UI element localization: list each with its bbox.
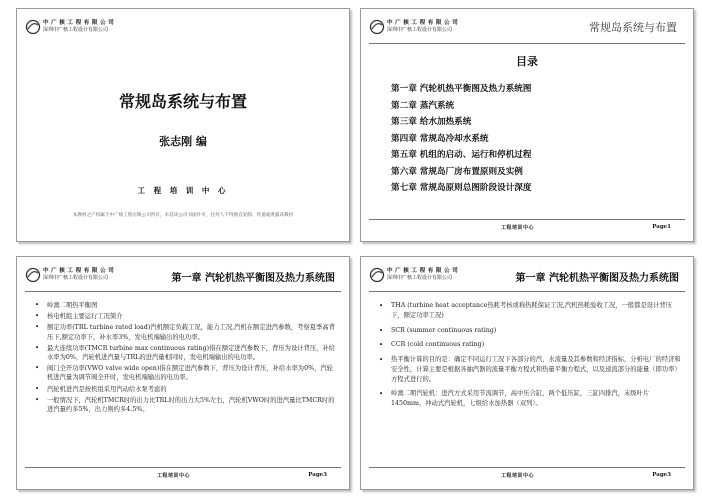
logo-subsidiary-name: 深圳中广核工程设计有限公司 xyxy=(43,275,109,281)
footer-divider xyxy=(369,219,685,220)
logo-subsidiary-name: 深圳中广核工程设计有限公司 xyxy=(387,275,453,281)
cgn-logo-icon xyxy=(25,267,41,283)
company-logo xyxy=(25,265,155,287)
header-divider xyxy=(25,291,341,292)
header-divider xyxy=(369,291,685,292)
logo-subsidiary-name: 深圳中广核工程设计有限公司 xyxy=(43,27,109,33)
slide-chapter1-b[interactable] xyxy=(360,256,694,490)
bullet-list xyxy=(379,301,681,414)
bullet-list xyxy=(35,301,337,416)
page-number: Page3 xyxy=(652,472,671,478)
company-logo xyxy=(369,17,499,39)
toc-list xyxy=(391,81,532,197)
header-title: 常规岛系统与布置 xyxy=(589,21,677,34)
cgn-logo-icon xyxy=(369,19,385,35)
logo-company-name: 中 广 核 工 程 有 限 公 司 xyxy=(43,268,115,274)
page-number: Page3 xyxy=(308,472,327,478)
bullet-item: • 岭澳二期热平衡图 xyxy=(35,301,337,310)
training-center: 工 程 培 训 中 心 xyxy=(137,186,229,195)
cgn-logo-icon xyxy=(369,267,385,283)
bullet-item: • THA (turbine heat acceptance热耗考核或称热耗保证工况,汽机热耗验收工况，一般都是设计背压下，额定功率工况) xyxy=(379,301,681,321)
toc-title: 目录 xyxy=(516,55,538,68)
author: 张志刚 编 xyxy=(159,135,207,148)
bullet-item: • 汽轮机进汽是按机组采用汽动给水泵考虑的 xyxy=(35,385,337,394)
footer-org: 工程培训中心 xyxy=(501,225,535,231)
presentation-title: 常规岛系统与布置 xyxy=(118,92,247,111)
copyright-disclaimer: 本教材之产权属于中广核工程有限公司所有，未获该公司书面许可，任何人不得擅自复制、传递或泄露该教材 xyxy=(72,213,294,218)
toc-item[interactable]: 第七章 常规岛原则总图阶段设计深度 xyxy=(391,183,532,193)
toc-item[interactable]: 第三章 给水加热系统 xyxy=(391,117,472,127)
slide-title[interactable] xyxy=(16,8,350,242)
cgn-logo-icon xyxy=(25,19,41,35)
company-logo xyxy=(369,265,499,287)
toc-item[interactable]: 第二章 蒸汽系统 xyxy=(391,100,455,111)
footer-divider xyxy=(369,467,685,468)
bullet-item: • 热平衡计算的目的是：确定不同运行工况下各部分的汽、水流量及其参数和经济指标，分析电厂的经济和安全性，计算主要是根据各抽汽器的流量平衡方程式和热量平衡方程式，以及递流部分的能量（即功率）方程式进行的。 xyxy=(379,355,681,385)
header-divider xyxy=(369,43,685,44)
slide-toc[interactable] xyxy=(360,8,694,242)
bullet-item: • 核电机组主要运行工况简介 xyxy=(35,312,337,321)
bullet-item: • 岭澳二期汽轮机：进汽方式采用节流调节，高中压合缸，两个低压缸，三缸四排汽，末级叶片1450mm，冲动式汽轮机，七级给水加热器（双列）。 xyxy=(379,389,681,409)
bullet-item: • 一般情况下，汽轮机TMCR时的出力比TRL时的出力大5%左右，汽轮机VWO时的进汽量比TMCR时的进汽量约多5%，出力则约多4.5%。 xyxy=(35,396,337,414)
chapter-title: 第一章 汽轮机热平衡图及热力系统图 xyxy=(171,273,335,284)
logo-company-name: 中 广 核 工 程 有 限 公 司 xyxy=(43,20,115,26)
toc-item[interactable]: 第一章 汽轮机热平衡图及热力系统图 xyxy=(391,84,532,94)
footer-org: 工程培训中心 xyxy=(501,473,535,479)
logo-company-name: 中 广 核 工 程 有 限 公 司 xyxy=(387,268,459,274)
page-number: Page1 xyxy=(652,224,671,230)
logo-subsidiary-name: 深圳中广核工程设计有限公司 xyxy=(387,27,453,33)
footer-divider xyxy=(25,467,341,468)
toc-item[interactable]: 第六章 常规岛厂房布置原则及实例 xyxy=(391,166,523,177)
bullet-item: • 阀门全开功率(VWO valve wide open)指在额定进汽参数下，背压为设计背压，补给水率为0%，汽轮机进汽量为调节阀全开时，发电机端输出的电功率。 xyxy=(35,364,337,382)
logo-company-name: 中 广 核 工 程 有 限 公 司 xyxy=(387,20,459,26)
bullet-item: • SCR (summer continuous rating) xyxy=(379,326,681,336)
toc-item[interactable]: 第五章 机组的启动、运行和停机过程 xyxy=(391,150,532,160)
footer-org: 工程培训中心 xyxy=(157,473,191,479)
toc-item[interactable]: 第四章 常规岛冷却水系统 xyxy=(391,133,489,144)
slide-chapter1-a[interactable] xyxy=(16,256,350,490)
chapter-title: 第一章 汽轮机热平衡图及热力系统图 xyxy=(515,273,679,284)
bullet-item: • 额定功率(TRL turbine rated load)汽机额定负载工况，能力工况,汽机在额定进汽参数，考察夏季高背压下,额定功率下，补水率3%，发电机端输出的电功率。 xyxy=(35,323,337,341)
company-logo xyxy=(25,17,155,39)
bullet-item: • CCR (cold continuous rating) xyxy=(379,340,681,350)
bullet-item: • 最大连续功率(TMCR turbine max continuous rating)指在额定进汽参数下，背压为设计背压，补给水率为0%，汽轮机进汽量与TRL的进汽量相同时，发电机端输出的电功率。 xyxy=(35,344,337,362)
